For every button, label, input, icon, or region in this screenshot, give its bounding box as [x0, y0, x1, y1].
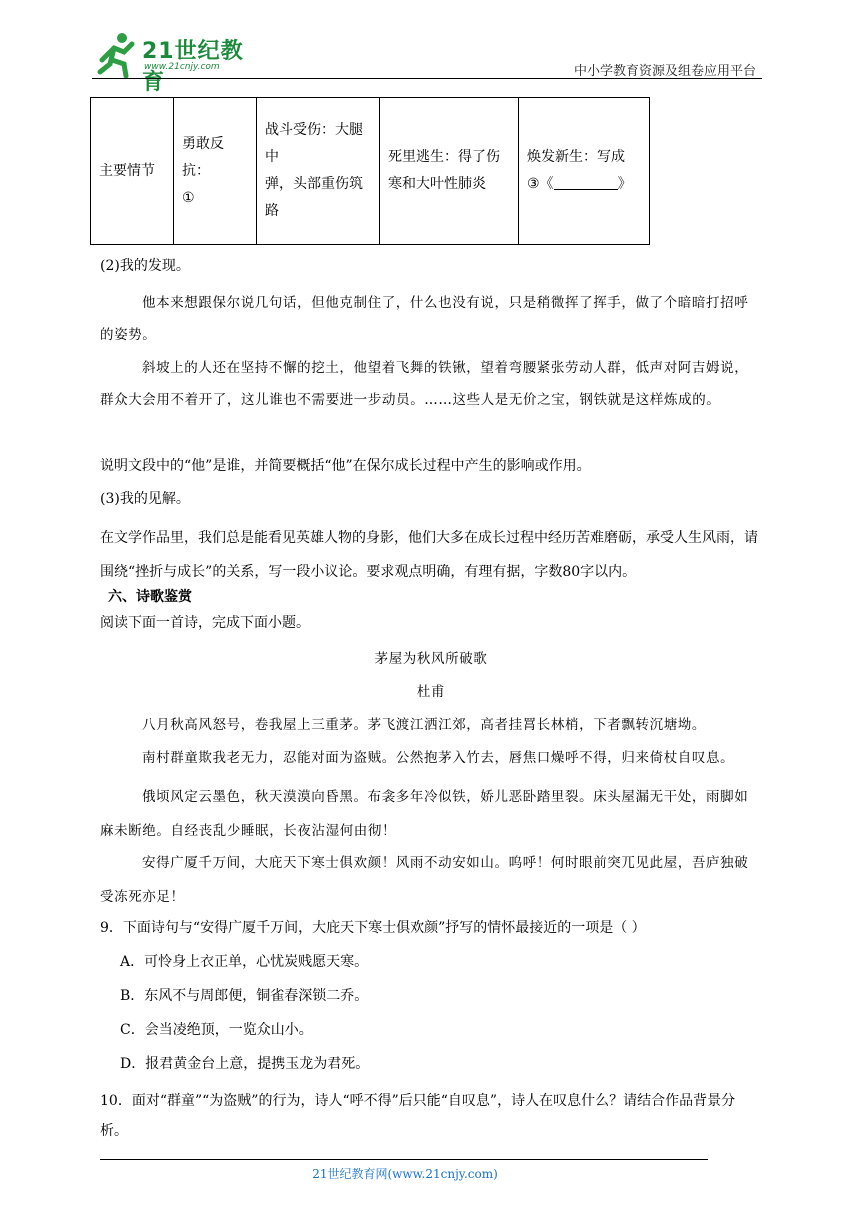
cell-line: 寒和大叶性肺炎: [388, 176, 486, 192]
option-a[interactable]: A．可怜身上衣正单，心忧炭贱愿天寒。: [120, 954, 369, 970]
question-10: 10．面对“群童”“为盗贼”的行为，诗人“呼不得”后只能“自叹息”，诗人在叹息什么？请结合作品背景分析。: [100, 1093, 736, 1139]
poem-author: 杜甫: [416, 684, 446, 700]
option-d[interactable]: D．报君黄金台上意，提携玉龙为君死。: [120, 1056, 370, 1072]
poem-stanza: 八月秋高风怒号，卷我屋上三重茅。茅飞渡江洒江郊，高者挂罥长林梢，下者飘转沉塘坳。: [142, 717, 706, 733]
cell-line: 弹，头部重伤筑: [265, 176, 363, 192]
runner-icon: [92, 30, 140, 78]
footer-divider: [100, 1159, 708, 1160]
cell-line: 死里逃生：得了伤: [388, 149, 500, 165]
option-b[interactable]: B．东风不与周郎便，铜雀春深锁二乔。: [120, 988, 369, 1004]
cell-line: 抗：: [182, 162, 210, 179]
poem-stanza: 俄顷风定云墨色，秋天漠漠向昏黑。布衾多年冷似铁，娇儿恶卧踏里裂。床头屋漏无干处，雨脚如麻未断绝。自经丧乱少睡眠，长夜沾湿何由彻！: [100, 789, 749, 839]
cell-line: 中: [265, 149, 279, 165]
plot-table: [90, 97, 650, 245]
poem-title: 茅屋为秋风所破歌: [374, 651, 488, 667]
table-cell: [380, 98, 519, 245]
site-name: 中小学教育资源及组卷应用平台: [573, 64, 756, 79]
section-heading: (3)我的见解。: [100, 491, 190, 507]
table-cell: [519, 98, 650, 245]
section-title: 六、诗歌鉴赏: [108, 589, 192, 605]
cell-line: 路: [265, 203, 279, 219]
question-9: 9．下面诗句与“安得广厦千万间，大庇天下寒士俱欢颜”抒写的情怀最接近的一项是（ ）: [100, 920, 646, 936]
answer-blank[interactable]: [554, 175, 618, 190]
site-logo: [92, 30, 262, 95]
footer-text[interactable]: 21世纪教育网(www.21cnjy.com): [312, 1167, 498, 1181]
logo-subtext: www.21cnjy.com: [144, 62, 220, 72]
row-label: 主要情节: [91, 98, 174, 245]
cell-line: 勇敢反: [182, 135, 224, 152]
cell-line: 焕发新生：写成: [527, 149, 625, 165]
question-text: 说明文段中的“他”是谁，并简要概括“他”在保尔成长过程中产生的影响或作用。: [100, 458, 591, 474]
excerpt-paragraph: 他本来想跟保尔说几句话，但他克制住了，什么也没有说，只是稍微挥了挥手，做了个暗暗打招呼的姿势。: [100, 295, 749, 343]
excerpt-paragraph: 斜坡上的人还在坚持不懈的挖土，他望着飞舞的铁锹，望着弯腰紧张劳动人群，低声对阿吉姆说，群众大会用不着开了，这儿谁也不需要进一步动员。……这些人是无价之宝，钢铁就是这样炼成的。: [100, 360, 749, 408]
cell-line: ①: [182, 189, 195, 206]
logo-text: 21世纪教育: [142, 39, 244, 95]
table-cell: [257, 98, 380, 245]
option-c[interactable]: C．会当凌绝顶，一览众山小。: [120, 1022, 313, 1038]
section-heading: (2)我的发现。: [100, 258, 190, 274]
header-divider: [92, 78, 762, 79]
prompt-paragraph: 在文学作品里，我们总是能看见英雄人物的身影，他们大多在成长过程中经历苦难磨砺，承受人生风雨，请围绕“挫折与成长”的关系，写一段小议论。要求观点明确，有理有据，字数80字以内。: [100, 530, 758, 580]
cell-line: ③《 》: [527, 176, 632, 192]
table-row: [91, 98, 650, 245]
poem-stanza: 安得广厦千万间，大庇天下寒士俱欢颜！风雨不动安如山。呜呼！何时眼前突兀见此屋，吾庐独破受冻死亦足！: [100, 855, 749, 905]
instruction-text: 阅读下面一首诗，完成下面小题。: [100, 615, 310, 631]
table-cell: [174, 98, 257, 245]
cell-line: 战斗受伤：大腿: [265, 122, 363, 138]
poem-stanza: 南村群童欺我老无力，忍能对面为盗贼。公然抱茅入竹去，唇焦口燥呼不得，归来倚杖自叹息。: [142, 750, 735, 766]
